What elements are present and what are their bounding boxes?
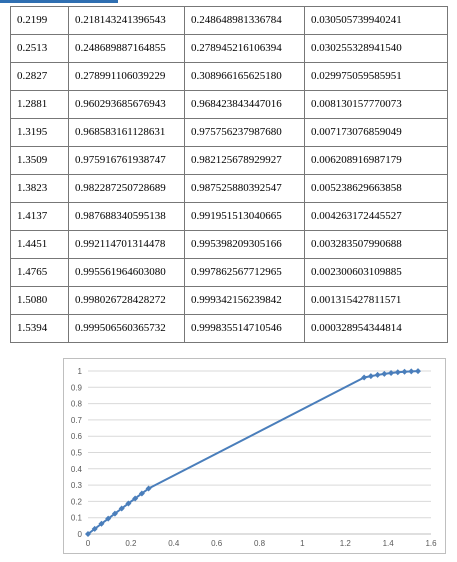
x-tick-label: 1.6 xyxy=(425,539,437,548)
x-tick-label: 1.2 xyxy=(339,539,351,548)
y-tick-label: 0.3 xyxy=(70,481,82,491)
x-tick-label: 0.8 xyxy=(253,539,266,548)
data-point xyxy=(375,372,381,378)
table-row xyxy=(11,231,448,259)
table-cell: 0.004263172445527 xyxy=(305,203,448,231)
table-cell: 0.960293685676943 xyxy=(69,91,185,119)
y-tick-label: 0.4 xyxy=(70,464,82,474)
y-tick-label: 0.6 xyxy=(70,432,82,442)
table-cell: 0.003283507990688 xyxy=(305,231,448,259)
table-cell: 0.999342156239842 xyxy=(185,287,305,315)
table-cell: 1.5394 xyxy=(11,315,69,343)
table-cell: 0.999835514710546 xyxy=(185,315,305,343)
table-cell: 0.999506560365732 xyxy=(69,315,185,343)
table-cell: 0.001315427811571 xyxy=(305,287,448,315)
table-cell: 0.308966165625180 xyxy=(185,63,305,91)
table-cell: 0.982125678929927 xyxy=(185,147,305,175)
data-point xyxy=(402,369,408,375)
table-cell: 0.987688340595138 xyxy=(69,203,185,231)
x-tick-label: 0 xyxy=(85,539,91,548)
table-cell: 0.248689887164855 xyxy=(69,35,185,63)
table-cell: 0.968583161128631 xyxy=(69,119,185,147)
data-point xyxy=(368,373,374,379)
table-cell: 0.030255328941540 xyxy=(305,35,448,63)
table-cell: 0.997862567712965 xyxy=(185,259,305,287)
table-cell: 0.2827 xyxy=(11,63,69,91)
y-tick-label: 0 xyxy=(77,530,82,539)
data-point xyxy=(408,368,414,374)
table-cell: 0.991951513040665 xyxy=(185,203,305,231)
x-tick-label: 0.4 xyxy=(168,539,180,548)
table-cell: 1.4137 xyxy=(11,203,69,231)
table-row xyxy=(11,91,448,119)
table-cell: 0.007173076859049 xyxy=(305,119,448,147)
data-point xyxy=(415,368,421,374)
table-body xyxy=(11,7,448,343)
table-cell: 0.982287250728689 xyxy=(69,175,185,203)
table-cell: 1.4451 xyxy=(11,231,69,259)
table-cell: 0.029975059585951 xyxy=(305,63,448,91)
table-cell: 0.278991106039229 xyxy=(69,63,185,91)
table-row xyxy=(11,63,448,91)
table-row xyxy=(11,119,448,147)
table-cell: 0.218143241396543 xyxy=(69,7,185,35)
table-row xyxy=(11,147,448,175)
y-tick-label: 1 xyxy=(77,367,82,376)
data-point xyxy=(381,371,387,377)
table-cell: 1.2881 xyxy=(11,91,69,119)
table-row xyxy=(11,203,448,231)
y-tick-label: 0.2 xyxy=(70,497,82,507)
y-tick-label: 0.9 xyxy=(70,383,82,393)
table-cell: 0.2199 xyxy=(11,7,69,35)
table-cell: 0.995398209305166 xyxy=(185,231,305,259)
line-chart xyxy=(64,359,445,553)
x-tick-label: 1.4 xyxy=(382,539,394,548)
y-tick-label: 0.7 xyxy=(70,415,82,425)
y-tick-label: 0.8 xyxy=(70,399,82,409)
x-tick-label: 0.6 xyxy=(211,539,223,548)
y-tick-label: 0.5 xyxy=(70,448,82,458)
table-row xyxy=(11,35,448,63)
table-cell: 0.030505739940241 xyxy=(305,7,448,35)
table-cell: 0.005238629663858 xyxy=(305,175,448,203)
table-cell: 1.3195 xyxy=(11,119,69,147)
y-tick-label: 0.1 xyxy=(70,513,82,523)
table-cell: 0.278945216106394 xyxy=(185,35,305,63)
chart-frame xyxy=(63,358,446,554)
table-cell: 0.248648981336784 xyxy=(185,7,305,35)
table-cell: 0.008130157770073 xyxy=(305,91,448,119)
table-cell: 0.002300603109885 xyxy=(305,259,448,287)
table-cell: 0.998026728428272 xyxy=(69,287,185,315)
table-row xyxy=(11,7,448,35)
table-cell: 1.5080 xyxy=(11,287,69,315)
table-cell: 0.975756237987680 xyxy=(185,119,305,147)
table-row xyxy=(11,315,448,343)
table-row xyxy=(11,175,448,203)
table-cell: 0.968423843447016 xyxy=(185,91,305,119)
x-tick-label: 0.2 xyxy=(125,539,137,548)
table-cell: 1.3509 xyxy=(11,147,69,175)
table-row xyxy=(11,259,448,287)
header-accent-strip xyxy=(0,0,118,3)
table-cell: 1.3823 xyxy=(11,175,69,203)
data-table xyxy=(10,6,448,343)
table-cell: 0.975916761938747 xyxy=(69,147,185,175)
x-tick-label: 1 xyxy=(300,539,305,548)
table-cell: 0.2513 xyxy=(11,35,69,63)
table-cell: 0.995561964603080 xyxy=(69,259,185,287)
table-row xyxy=(11,287,448,315)
table-cell: 0.987525880392547 xyxy=(185,175,305,203)
table-cell: 0.006208916987179 xyxy=(305,147,448,175)
table-cell: 0.992114701314478 xyxy=(69,231,185,259)
table-cell: 1.4765 xyxy=(11,259,69,287)
data-point xyxy=(395,369,401,375)
table-cell: 0.000328954344814 xyxy=(305,315,448,343)
